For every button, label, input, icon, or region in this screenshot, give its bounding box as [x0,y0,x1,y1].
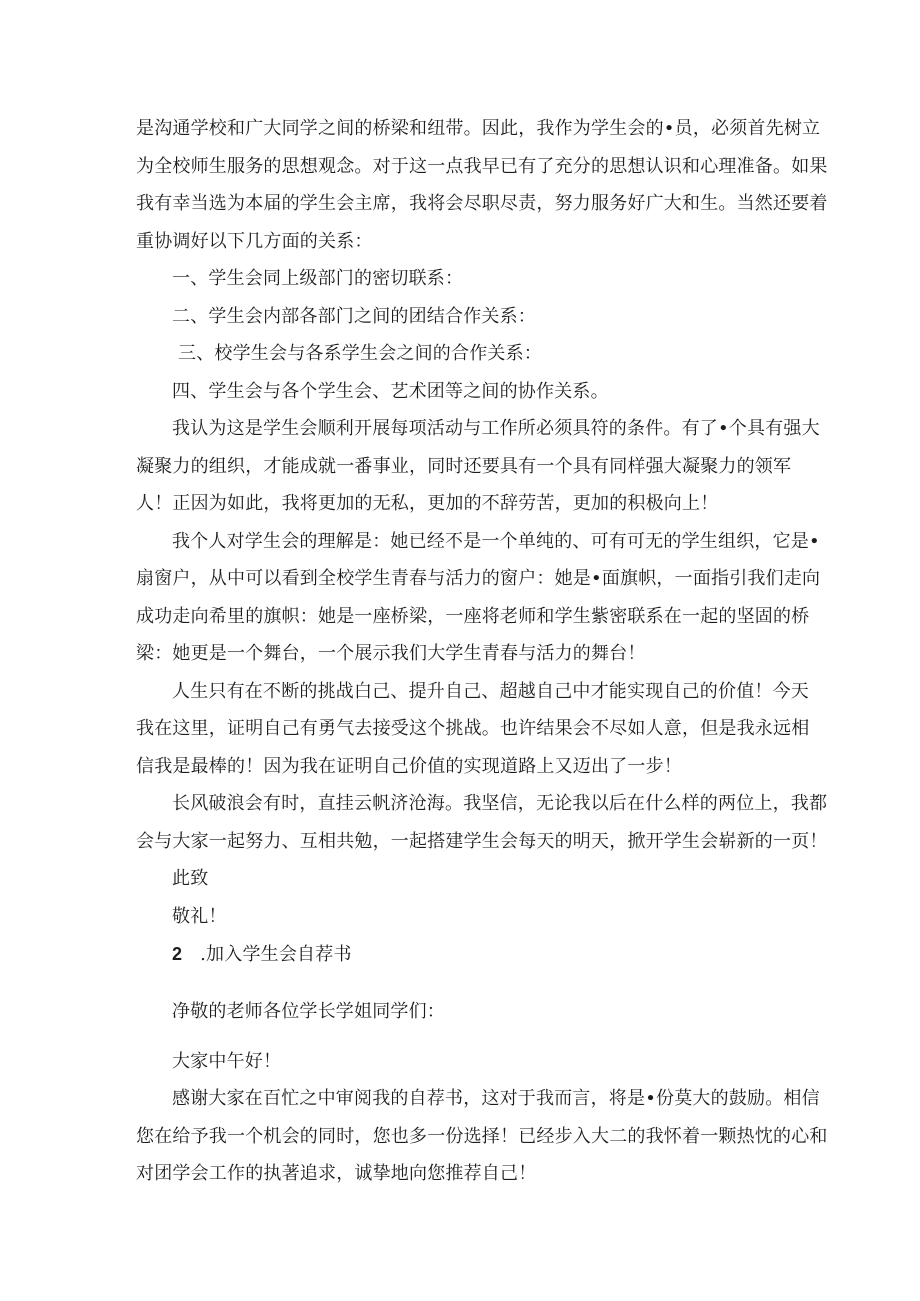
paragraph-line: 凝聚力的组织，才能成就一番事业，同时还要具有一个具有同样强大凝聚力的领军 [136,456,792,477]
salutation-text: 大家中午好！ [172,1051,282,1072]
paragraph-line: 我在这里，证明自己有勇气去接受这个挑战。也许结果会不尽如人意，但是我永远相 [136,718,810,739]
paragraph-line: 为全校师生服务的思想观念。对于这一点我早已有了充分的思想认识和心理准备。如果 [136,156,828,177]
paragraph-line: 信我是最棒的！因为我在证明自己价值的实现道路上又迈出了一步！ [136,756,682,777]
paragraph-line: 是沟通学校和广大同学之间的桥梁和纽带。因此，我作为学生会的•员，必须首先树立 [136,118,821,139]
paragraph-line: 梁：她更是一个舞台，一个展示我们大学生青春与活力的舞台！ [136,643,646,664]
paragraph-line: 成功走向希里的旗帜：她是一座桥梁，一座将老师和学生紫密联系在一起的坚固的桥 [136,606,810,627]
list-item: 二、学生会内部各部门之间的团结合作关系： [172,306,536,327]
paragraph-line: 人生只有在不断的挑战白己、提升自己、超越自己中才能实现自己的价值！今天 [172,681,809,702]
section-title: .加入学生会自荐书 [200,944,352,965]
paragraph-line: 我个人对学生会的理解是：她已经不是一个单纯的、可有可无的学生组织，它是• [172,531,820,552]
closing-text: 敬礼！ [172,906,227,927]
paragraph-line: 您在给予我一个机会的同时，您也多一份选择！已经步入大二的我怀着一颗热忱的心和 [136,1126,828,1147]
list-item: 四、学生会与各个学生会、艺术团等之间的协作关系。 [172,381,609,402]
list-item: 一、学生会同上级部门的密切联系： [172,268,464,289]
closing-text: 此致 [172,868,209,889]
paragraph-line: 重协调好以下几方面的关系： [136,231,373,252]
paragraph-line: 人！正因为如此，我将更加的无私，更加的不辞劳苦，更加的积极向上！ [136,493,719,514]
paragraph-line: 感谢大家在百忙之中审阅我的自荐书，这对于我而言，将是•份莫大的鼓励。相信 [172,1088,820,1109]
paragraph-line: 对团学会工作的执著追求，诚挚地向您推荐自己！ [136,1163,537,1184]
paragraph-line: 会与大家一起努力、互相共勉，一起搭建学生会每天的明天，掀开学生会崭新的一页！ [136,831,828,852]
section-heading [172,943,352,966]
paragraph-line: 长风破浪会有时，直挂云帆济沧海。我坚信，无论我以后在什么样的两位上，我都 [172,793,828,814]
paragraph-line: 我有幸当选为本届的学生会主席，我将会尽职尽责，努力服务好广大和生。当然还要着 [136,193,828,214]
section-number: 2 [172,944,183,964]
greeting-text: 净敬的老师各位学长学姐同学们： [172,1001,445,1022]
paragraph-line: 我认为这是学生会顺利开展每项活动与工作所必须具符的条件。有了•个具有强大 [172,418,820,439]
list-item: 三、校学生会与各系学生会之间的合作关系： [178,343,542,364]
paragraph-line: 扇窗户，从中可以看到全校学生青春与活力的窗户：她是•面旗帜，一面指引我们走向 [136,568,821,589]
